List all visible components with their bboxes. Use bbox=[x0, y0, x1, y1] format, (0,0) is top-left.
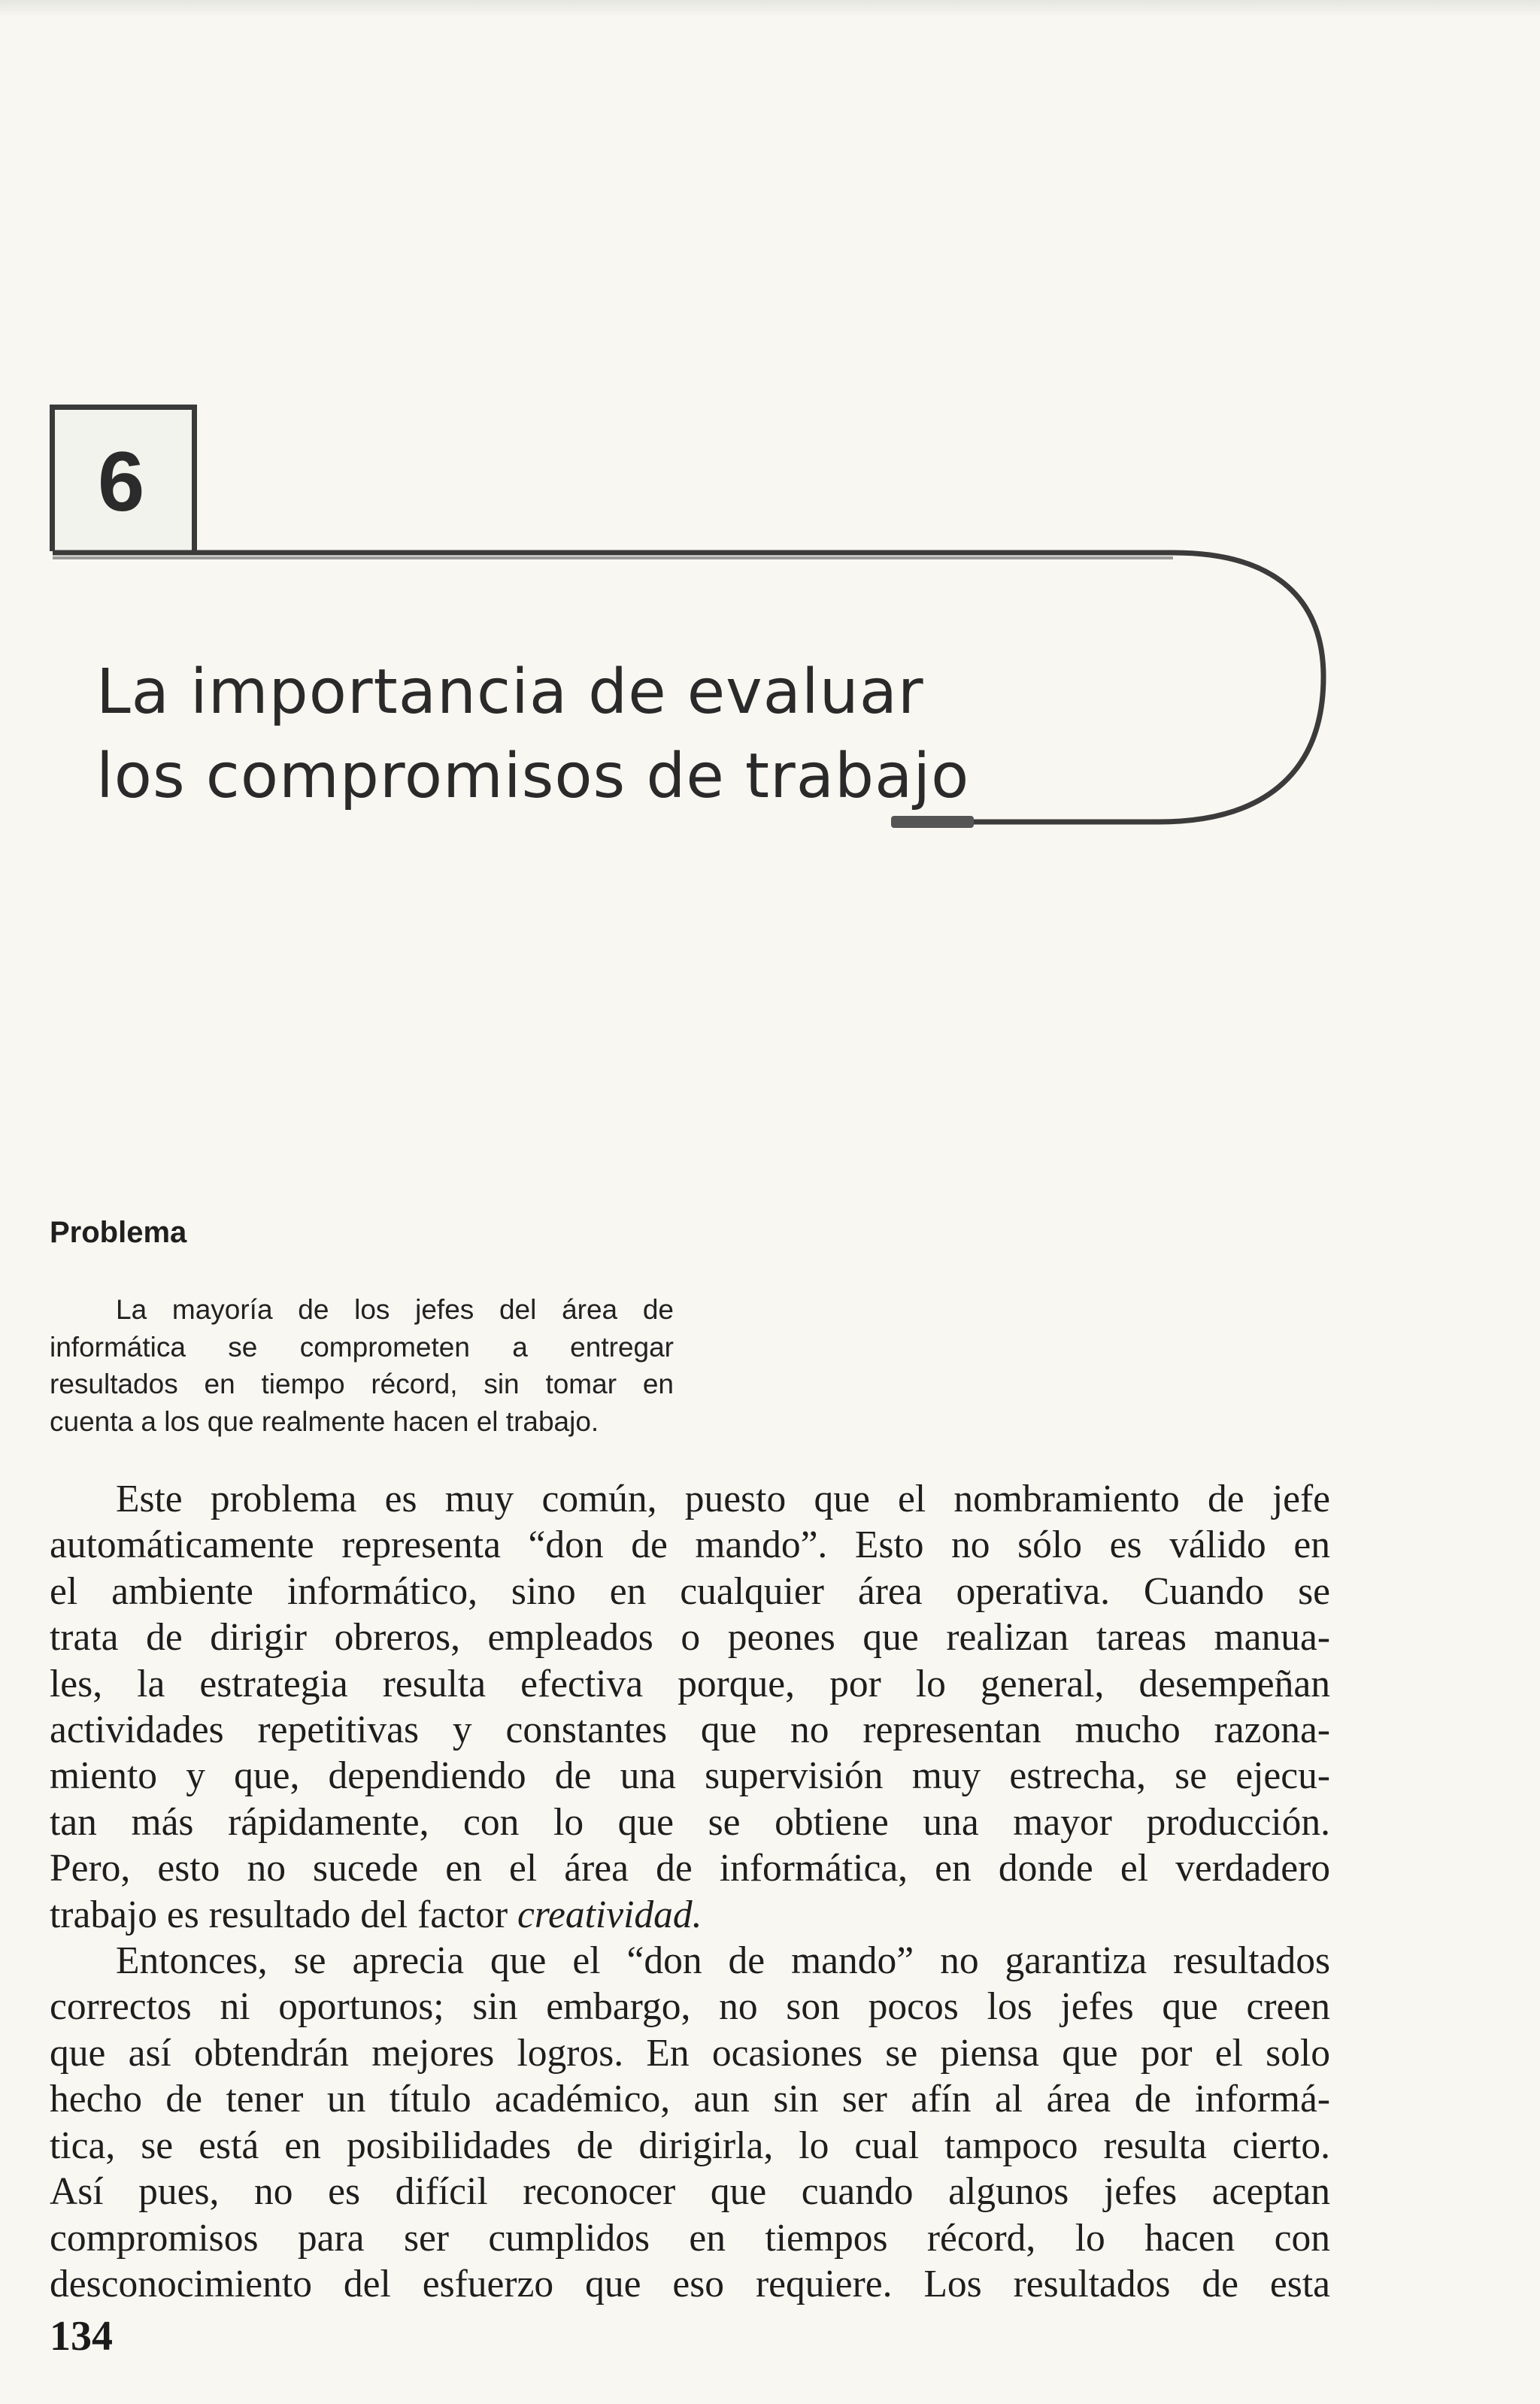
chapter-number: 6 bbox=[98, 435, 145, 529]
emphasis-word: creatividad. bbox=[517, 1893, 702, 1936]
paragraph-line: trata de dirigir obreros, empleados o peones que realizan tareas manua- bbox=[50, 1616, 1330, 1660]
paragraph-line: correctos ni oportunos; sin embargo, no son pocos los jefes que creen bbox=[50, 1985, 1330, 2029]
chapter-title-line-2: los compromisos de trabajo bbox=[96, 740, 970, 812]
paragraph-line: Entonces, se aprecia que el “don de mando” no garantiza resultados bbox=[116, 1939, 1330, 1983]
paragraph-line: actividades repetitivas y constantes que no representan mucho razona- bbox=[50, 1708, 1330, 1752]
paragraph-line: compromisos para ser cumplidos en tiempos récord, lo hacen con bbox=[50, 2216, 1330, 2260]
paragraph-line-text: trabajo es resultado del factor bbox=[50, 1893, 518, 1936]
paragraph-line: Este problema es muy común, puesto que el nombramiento de jefe bbox=[116, 1478, 1330, 1520]
chapter-title-line-1: La importancia de evaluar bbox=[96, 656, 924, 728]
paragraph-line: les, la estrategia resulta efectiva porque, por lo general, desempeñan bbox=[50, 1662, 1330, 1705]
problem-line: resultados en tiempo récord, sin tomar en bbox=[50, 1369, 674, 1399]
paragraph-line: miento y que, dependiendo de una supervisión muy estrecha, se ejecu- bbox=[50, 1754, 1330, 1798]
paragraph-line: desconocimiento del esfuerzo que eso requiere. Los resultados de esta bbox=[50, 2262, 1330, 2305]
paragraph-line: tan más rápidamente, con lo que se obtiene una mayor producción. bbox=[50, 1800, 1330, 1844]
paragraph-line: el ambiente informático, sino en cualquier área operativa. Cuando se bbox=[50, 1569, 1330, 1613]
paragraph-line: automáticamente representa “don de mando”. Esto no sólo es válido en bbox=[50, 1523, 1330, 1567]
paragraph-line: Así pues, no es difícil reconocer que cuando algunos jefes aceptan bbox=[50, 2170, 1330, 2214]
paragraph-line: tica, se está en posibilidades de dirigirla, lo cual tampoco resulta cierto. bbox=[50, 2124, 1330, 2167]
page-number: 134 bbox=[50, 2313, 113, 2360]
paragraph-line: hecho de tener un título académico, aun sin ser afín al área de informá- bbox=[50, 2078, 1330, 2121]
problem-line: cuenta a los que realmente hacen el trabajo. bbox=[50, 1405, 599, 1437]
chapter-title bbox=[96, 650, 1224, 819]
paragraph-line: que así obtendrán mejores logros. En ocasiones se piensa que por el solo bbox=[50, 2031, 1330, 2075]
scan-edge bbox=[0, 0, 1540, 17]
problem-line: informática se comprometen a entregar bbox=[50, 1331, 674, 1363]
paragraph-line: Pero, esto no sucede en el área de informática, en donde el verdadero bbox=[50, 1847, 1330, 1890]
problem-statement bbox=[50, 1291, 674, 1440]
paragraph-line bbox=[50, 1892, 1330, 1938]
problem-line: La mayoría de los jefes del área de bbox=[116, 1294, 674, 1325]
body-text bbox=[50, 1476, 1330, 2307]
section-heading: Problema bbox=[50, 1216, 187, 1249]
